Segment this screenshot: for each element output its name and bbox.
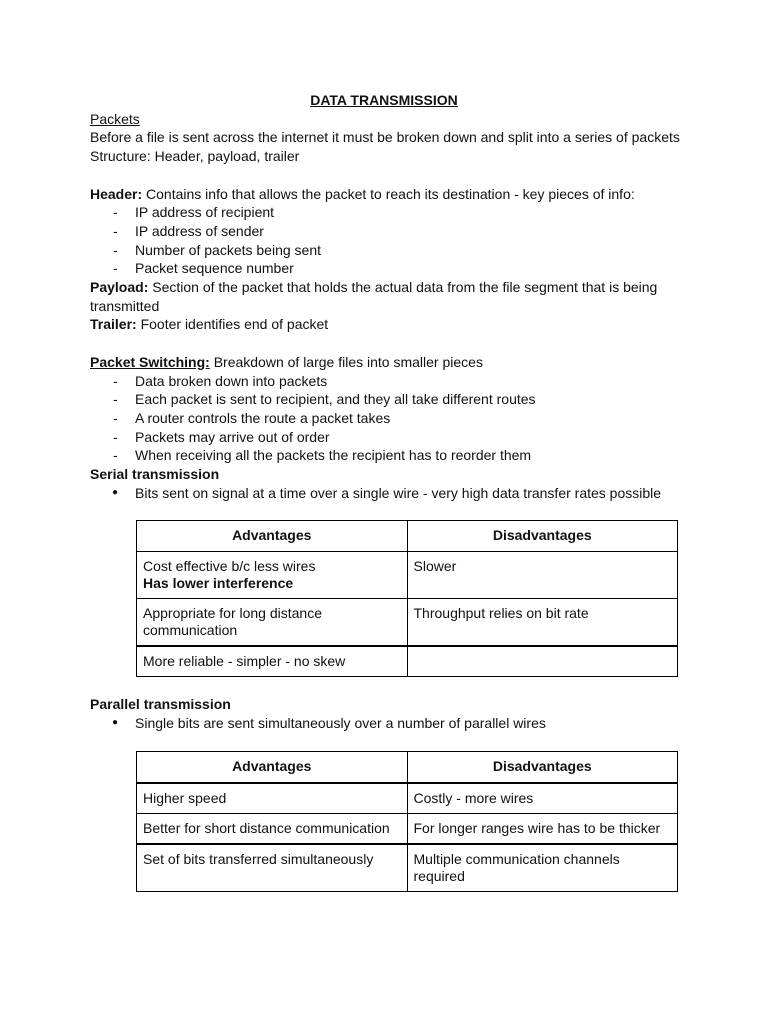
- spacer: [90, 166, 690, 185]
- list-item: - A router controls the route a packet takes: [90, 409, 690, 428]
- packets-line-2: Structure: Header, payload, trailer: [90, 148, 300, 165]
- advantage-bold-text: Has lower interference: [143, 575, 294, 592]
- header-label: Header:: [90, 185, 143, 202]
- advantage-cell: Better for short distance communication: [137, 813, 408, 844]
- disadvantage-cell: [407, 646, 678, 677]
- list-item: - Data broken down into packets: [90, 372, 690, 391]
- disadvantage-cell: Slower: [407, 552, 678, 599]
- list-item: ● Bits sent on signal at a time over a single wire - very high data transfer rates possible: [90, 484, 690, 503]
- table-row: [137, 813, 678, 844]
- advantage-cell: More reliable - simpler - no skew: [137, 646, 408, 677]
- list-item: ● Single bits are sent simultaneously over a number of parallel wires: [90, 714, 690, 733]
- parallel-comparison-table: [136, 751, 678, 892]
- packet-switching-definition: [90, 353, 690, 372]
- trailer-definition: [90, 315, 690, 334]
- advantage-cell: [137, 552, 408, 599]
- disadvantage-cell: Costly - more wires: [407, 783, 678, 814]
- packets-line-1: Before a file is sent across the internet it must be broken down and split into a series of packets: [90, 129, 680, 146]
- advantage-cell: Appropriate for long distance communication: [137, 599, 408, 647]
- list-item: - When receiving all the packets the recipient has to reorder them: [90, 446, 690, 465]
- table-header-row: [137, 521, 678, 552]
- header-text: Contains info that allows the packet to reach its destination - key pieces of info:: [142, 185, 635, 202]
- list-item: - IP address of sender: [90, 222, 690, 241]
- list-item: - Number of packets being sent: [90, 241, 690, 260]
- packet-switching-label: Packet Switching:: [90, 353, 210, 370]
- table-row: [137, 646, 678, 677]
- spacer: [90, 334, 690, 353]
- disadvantage-cell: For longer ranges wire has to be thicker: [407, 813, 678, 844]
- serial-comparison-table: [136, 520, 678, 677]
- advantage-cell: Higher speed: [137, 783, 408, 814]
- disadvantages-header: Disadvantages: [407, 751, 678, 783]
- disadvantages-header: Disadvantages: [407, 521, 678, 552]
- header-definition: [90, 185, 690, 204]
- serial-bullet-list: [90, 484, 690, 503]
- advantage-text: Cost effective b/c less wires: [143, 558, 316, 575]
- table-row: [137, 844, 678, 892]
- packet-switching-list: [90, 372, 690, 466]
- payload-label: Payload:: [90, 279, 149, 296]
- payload-text: Section of the packet that holds the actual data from the file segment that is being transmitted: [90, 279, 658, 314]
- disadvantage-cell: Multiple communication channels required: [407, 844, 678, 892]
- list-item: - IP address of recipient: [90, 203, 690, 222]
- parallel-heading: Parallel transmission: [90, 696, 231, 713]
- trailer-text: Footer identifies end of packet: [136, 316, 329, 333]
- document-page: [90, 91, 690, 892]
- trailer-label: Trailer:: [90, 316, 137, 333]
- packet-switching-text: Breakdown of large files into smaller pieces: [209, 353, 483, 370]
- advantages-header: Advantages: [137, 751, 408, 783]
- serial-heading: Serial transmission: [90, 466, 220, 483]
- table-row: [137, 552, 678, 599]
- header-info-list: [90, 203, 690, 278]
- table-header-row: [137, 751, 678, 783]
- list-item: - Packets may arrive out of order: [90, 428, 690, 447]
- disadvantage-cell: Throughput relies on bit rate: [407, 599, 678, 647]
- list-item: - Each packet is sent to recipient, and they all take different routes: [90, 390, 690, 409]
- advantages-header: Advantages: [137, 521, 408, 552]
- table-row: [137, 783, 678, 814]
- advantage-cell: Set of bits transferred simultaneously: [137, 844, 408, 892]
- payload-definition: [90, 278, 690, 315]
- table-row: [137, 599, 678, 647]
- page-title: DATA TRANSMISSION: [310, 92, 458, 108]
- packets-heading: Packets: [90, 110, 140, 127]
- parallel-bullet-list: [90, 714, 690, 733]
- list-item: - Packet sequence number: [90, 259, 690, 278]
